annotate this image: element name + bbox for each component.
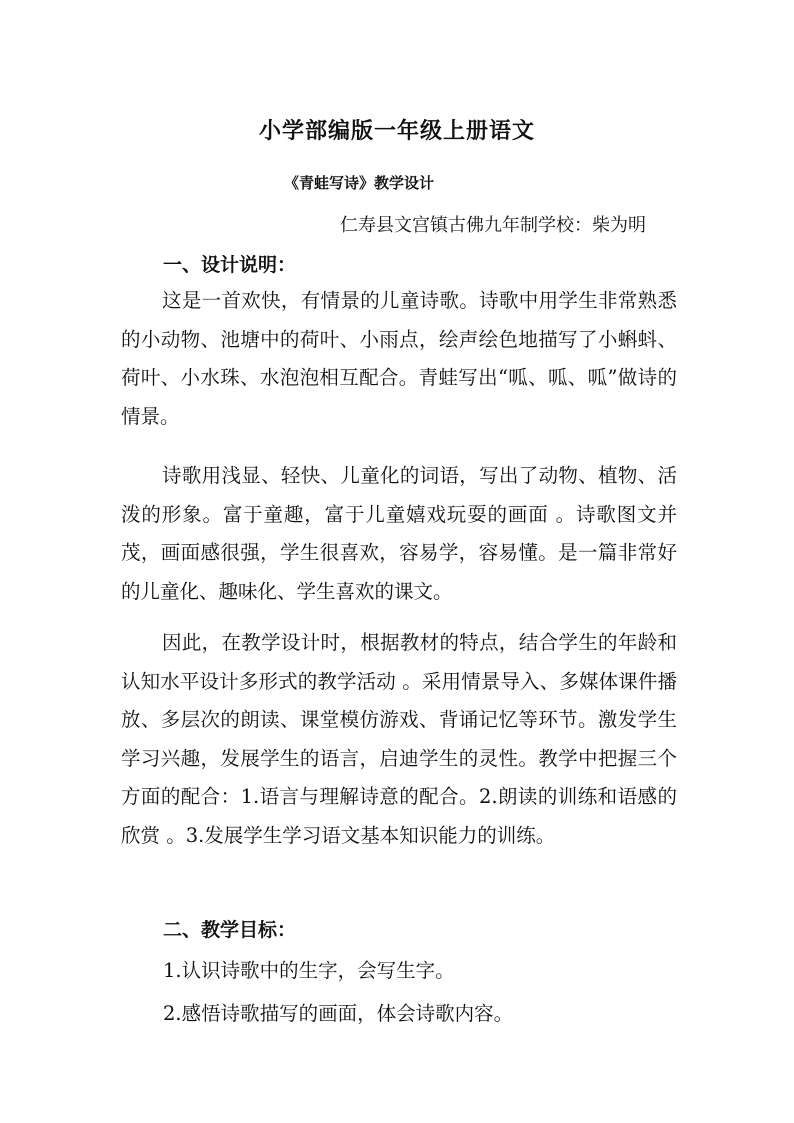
goal-item-2: 2.感悟诗歌描写的画面，体会诗歌内容。 <box>163 1002 514 1025</box>
section-heading-design-notes: 一、设计说明： <box>163 254 297 276</box>
goal-item-1: 1.认识诗歌中的生字，会写生字。 <box>163 959 455 982</box>
section-heading-teaching-goals: 二、教学目标： <box>163 919 297 941</box>
document-title: 小学部编版一年级上册语文 <box>258 119 535 144</box>
author-line: 仁寿县文宫镇古佛九年制学校：柴为明 <box>340 215 646 236</box>
document-subtitle: 《青蛙写诗》教学设计 <box>284 174 435 192</box>
paragraph-3: 因此，在教学设计时，根据教材的特点，结合学生的年龄和认知水平设计多形式的教学活动 。采用情景导入、多媒体课件播放、多层次的朗读、课堂模仿游戏、背诵记忆等环节。激发学生学习兴趣，发展学生的语言，启迪学生的灵性。教学中把握三个方面的配合：1.语言与理解诗意的配合。2.朗读的训练和语感的欣赏 。3.发展学生学习语文基本知识能力的训练。 <box>121 631 677 847</box>
paragraph-2: 诗歌用浅显、轻快、儿童化的词语，写出了动物、植物、活泼的形象。富于童趣，富于儿童嬉戏玩耍的画面 。诗歌图文并茂，画面感很强，学生很喜欢，容易学，容易懂。是一篇非常好的儿童化、趣味化、学生喜欢的课文。 <box>121 464 677 603</box>
paragraph-1: 这是一首欢快，有情景的儿童诗歌。诗歌中用学生非常熟悉的小动物、池塘中的荷叶、小雨点，绘声绘色地描写了小蝌蚪、荷叶、小水珠、水泡泡相互配合。青蛙写出“呱、呱、呱”做诗的情景。 <box>121 289 677 428</box>
